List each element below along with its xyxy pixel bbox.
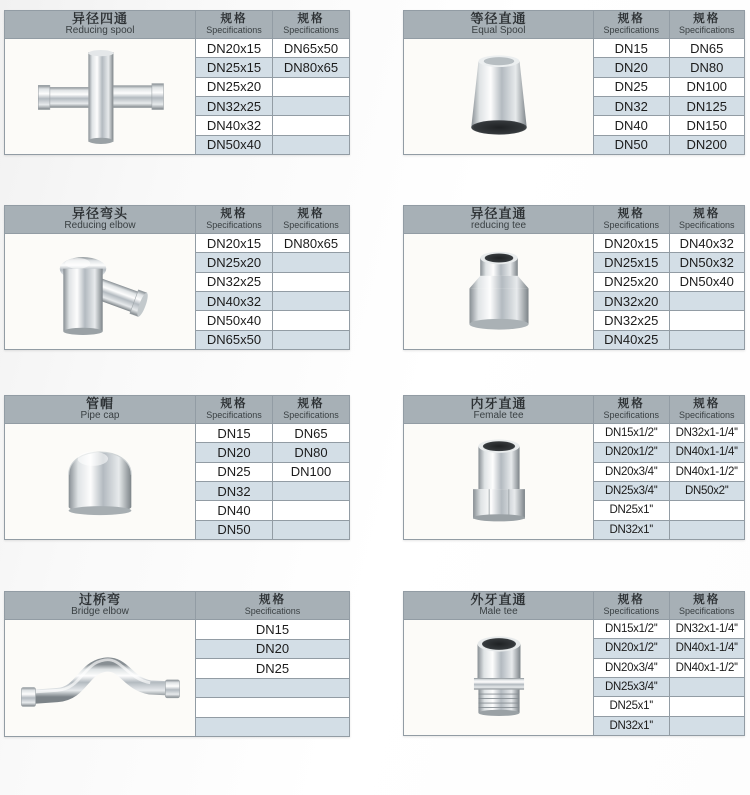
spec-cell: DN15	[196, 424, 272, 442]
spec-header-en: Specifications	[678, 219, 735, 230]
spec-header-en: Specifications	[206, 409, 262, 420]
spec-cell: DN100	[670, 78, 745, 96]
product-title	[404, 11, 593, 38]
spec-cell: DN15	[196, 620, 349, 639]
product-card-reducing-tee	[403, 205, 745, 350]
spec-header-en: Specifications	[678, 605, 735, 616]
product-title	[5, 592, 195, 619]
spec-cell: DN40	[196, 501, 272, 519]
spec-cell: DN20	[196, 640, 349, 659]
product-photo	[5, 620, 195, 736]
spec-cell	[273, 97, 349, 115]
spec-header	[196, 592, 349, 619]
spec-cell: DN80	[670, 58, 745, 76]
spec-header-cn: 规格	[617, 398, 645, 411]
spec-cell: DN200	[670, 136, 745, 154]
spec-cell: DN20x15	[196, 39, 272, 57]
spec-cell: DN65x50	[196, 331, 272, 349]
spec-header-cn: 规格	[617, 208, 645, 221]
spec-cell: DN15x1/2''	[594, 620, 669, 638]
product-photo	[5, 39, 195, 154]
spec-header	[670, 206, 745, 233]
product-card-female-tee	[403, 395, 745, 540]
product-title-en: Bridge elbow	[71, 606, 129, 618]
spec-cell	[273, 331, 349, 349]
spec-cell: DN15	[594, 39, 669, 57]
product-title-en: Female tee	[473, 410, 524, 422]
spec-header-en: Specifications	[603, 219, 660, 230]
spec-cell: DN40x32	[670, 234, 745, 252]
spec-cell	[273, 501, 349, 519]
spec-cell: DN40x1-1/4''	[670, 639, 745, 657]
product-title-cn: 过桥弯	[78, 592, 121, 608]
product-title-en: Male tee	[479, 606, 518, 618]
product-card-reducing-elbow	[4, 205, 350, 350]
spec-header-cn: 规格	[617, 594, 645, 607]
spec-header-en: Specifications	[678, 24, 735, 35]
spec-cell: DN65x50	[273, 39, 349, 57]
spec-cell	[273, 78, 349, 96]
spec-cell: DN25x3/4''	[594, 678, 669, 696]
product-photo	[404, 620, 593, 735]
spec-cell	[273, 292, 349, 310]
product-card-bridge-elbow	[4, 591, 350, 737]
product-title	[5, 396, 195, 423]
spec-header-en: Specifications	[283, 409, 339, 420]
spec-cell: DN20x15	[196, 234, 272, 252]
spec-header-cn: 规格	[617, 13, 645, 26]
spec-cell	[273, 521, 349, 539]
spec-cell	[273, 116, 349, 134]
spec-header	[594, 396, 669, 423]
spec-cell: DN40x1-1/2''	[670, 463, 745, 481]
spec-cell: DN20	[594, 58, 669, 76]
product-card-pipe-cap	[4, 395, 350, 540]
spec-cell	[670, 678, 745, 696]
spec-cell: DN25x20	[196, 78, 272, 96]
spec-cell: DN50x40	[670, 273, 745, 291]
spec-header-cn: 规格	[220, 208, 248, 221]
spec-header-en: Specifications	[206, 24, 262, 35]
spec-cell: DN40x1-1/4''	[670, 443, 745, 461]
spec-cell: DN40x32	[196, 292, 272, 310]
spec-cell: DN20x1/2''	[594, 639, 669, 657]
spec-cell: DN40x25	[594, 331, 669, 349]
spec-cell: DN50x2''	[670, 482, 745, 500]
spec-cell: DN25x1''	[594, 697, 669, 715]
product-card-male-tee	[403, 591, 745, 736]
product-title	[404, 396, 593, 423]
spec-cell: DN25	[594, 78, 669, 96]
spec-cell	[273, 311, 349, 329]
spec-cell: DN100	[273, 463, 349, 481]
spec-cell: DN32x25	[196, 97, 272, 115]
spec-cell: DN125	[670, 97, 745, 115]
spec-cell: DN50	[594, 136, 669, 154]
spec-header	[273, 396, 349, 423]
spec-cell	[273, 136, 349, 154]
spec-cell: DN20x1/2''	[594, 443, 669, 461]
spec-header	[670, 11, 745, 38]
reducing-tee-photo-icon	[414, 237, 584, 347]
spec-header-cn: 规格	[259, 594, 286, 607]
product-title-cn: 外牙直通	[470, 592, 527, 608]
spec-header-en: Specifications	[206, 219, 262, 230]
product-title	[404, 206, 593, 233]
spec-cell: DN40x1-1/2''	[670, 659, 745, 677]
spec-cell: DN65	[670, 39, 745, 57]
spec-cell: DN50	[196, 521, 272, 539]
spec-header-en: Specifications	[603, 409, 660, 420]
spec-cell: DN25x1''	[594, 501, 669, 519]
spec-cell: DN20x15	[594, 234, 669, 252]
spec-cell: DN20x3/4''	[594, 463, 669, 481]
spec-cell: DN32	[594, 97, 669, 115]
spec-header-cn: 规格	[297, 398, 325, 411]
spec-header-en: Specifications	[603, 24, 660, 35]
product-title-en: Reducing elbow	[64, 220, 136, 232]
spec-header	[196, 11, 272, 38]
product-card-reducing-spool	[4, 10, 350, 155]
spec-header	[594, 206, 669, 233]
spec-cell: DN32x1-1/4''	[670, 620, 745, 638]
spec-cell: DN25x15	[594, 253, 669, 271]
spec-cell: DN25x20	[196, 253, 272, 271]
product-photo	[404, 234, 593, 349]
product-title-cn: 异径四通	[71, 11, 128, 27]
spec-header-en: Specifications	[283, 24, 339, 35]
spec-header	[594, 11, 669, 38]
spec-cell: DN25	[196, 463, 272, 481]
spec-cell: DN25	[196, 659, 349, 678]
product-title-en: Reducing spool	[65, 25, 135, 37]
female-tee-photo-icon	[414, 427, 584, 537]
spec-cell: DN25x3/4''	[594, 482, 669, 500]
spec-cell: DN20x3/4''	[594, 659, 669, 677]
reducing-spool-photo-icon	[15, 42, 185, 152]
spec-header-cn: 规格	[297, 208, 325, 221]
spec-cell: DN50x32	[670, 253, 745, 271]
pipe-cap-photo-icon	[15, 427, 185, 537]
spec-cell	[670, 292, 745, 310]
spec-cell: DN25x15	[196, 58, 272, 76]
spec-cell: DN32x25	[196, 273, 272, 291]
spec-header-cn: 规格	[220, 13, 248, 26]
spec-header	[196, 206, 272, 233]
product-card-equal-spool	[403, 10, 745, 155]
spec-cell	[196, 679, 349, 698]
spec-cell	[670, 717, 745, 735]
spec-header-cn: 规格	[220, 398, 248, 411]
spec-cell: DN40x32	[196, 116, 272, 134]
spec-cell: DN50x40	[196, 136, 272, 154]
reducing-elbow-photo-icon	[15, 237, 185, 347]
spec-cell: DN32	[196, 482, 272, 500]
spec-cell: DN80x65	[273, 58, 349, 76]
spec-header	[670, 592, 745, 619]
spec-header	[670, 396, 745, 423]
spec-cell: DN40	[594, 116, 669, 134]
spec-header-cn: 规格	[693, 594, 721, 607]
spec-cell: DN65	[273, 424, 349, 442]
product-title-en: Pipe cap	[80, 410, 120, 422]
spec-header-en: Specifications	[244, 605, 301, 616]
spec-header-en: Specifications	[283, 219, 339, 230]
spec-cell	[196, 718, 349, 737]
product-photo	[404, 424, 593, 539]
spec-cell	[273, 482, 349, 500]
spec-cell	[273, 273, 349, 291]
spec-cell	[670, 521, 745, 539]
spec-cell: DN15x1/2''	[594, 424, 669, 442]
male-tee-photo-icon	[414, 623, 584, 733]
spec-cell: DN32x1''	[594, 521, 669, 539]
spec-header-cn: 规格	[693, 208, 721, 221]
spec-cell: DN80x65	[273, 234, 349, 252]
spec-cell	[196, 698, 349, 717]
spec-header	[196, 396, 272, 423]
spec-header-en: Specifications	[603, 605, 660, 616]
spec-cell	[670, 501, 745, 519]
spec-header-en: Specifications	[678, 409, 735, 420]
spec-cell	[670, 311, 745, 329]
product-title-en: Equal Spool	[471, 25, 526, 37]
spec-cell: DN80	[273, 443, 349, 461]
spec-cell	[670, 697, 745, 715]
spec-cell: DN32x1''	[594, 717, 669, 735]
equal-spool-photo-icon	[414, 42, 584, 152]
product-photo	[404, 39, 593, 154]
product-title-cn: 管帽	[85, 396, 114, 412]
product-title	[5, 206, 195, 233]
spec-cell	[670, 331, 745, 349]
spec-header	[273, 206, 349, 233]
spec-header-cn: 规格	[693, 13, 721, 26]
spec-header	[273, 11, 349, 38]
spec-header-cn: 规格	[297, 13, 325, 26]
spec-cell	[273, 253, 349, 271]
product-title-cn: 异径直通	[470, 206, 527, 222]
spec-header	[594, 592, 669, 619]
product-photo	[5, 424, 195, 539]
spec-cell: DN32x20	[594, 292, 669, 310]
product-photo	[5, 234, 195, 349]
product-title-cn: 异径弯头	[71, 206, 128, 222]
product-title-cn: 内牙直通	[470, 396, 527, 412]
product-title	[404, 592, 593, 619]
product-title	[5, 11, 195, 38]
spec-cell: DN32x1-1/4''	[670, 424, 745, 442]
bridge-elbow-photo-icon	[10, 623, 190, 733]
spec-cell: DN150	[670, 116, 745, 134]
spec-cell: DN20	[196, 443, 272, 461]
spec-cell: DN25x20	[594, 273, 669, 291]
spec-cell: DN50x40	[196, 311, 272, 329]
spec-header-cn: 规格	[693, 398, 721, 411]
product-title-en: reducing tee	[470, 220, 527, 232]
spec-cell: DN32x25	[594, 311, 669, 329]
product-title-cn: 等径直通	[470, 11, 527, 27]
